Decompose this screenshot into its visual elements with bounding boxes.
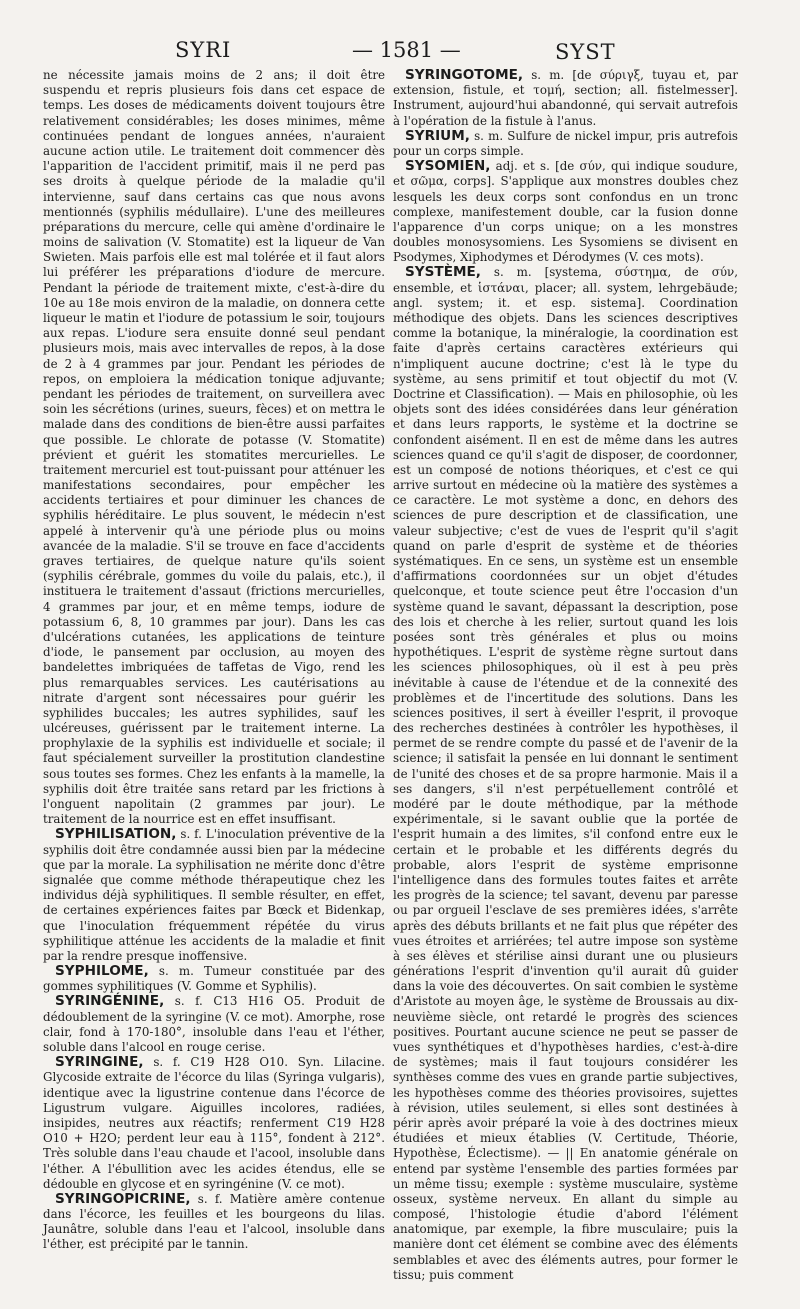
entry-syringine <box>43 1055 385 1192</box>
entry-text: s. f. L'inoculation préventive de la syphilis doit être condamnée aussi bien par la médecine que par la morale. La syphilisation ne mérite donc d'être signalée que comme méthode thérapeutique chez les individus déjà syphilitiques. Il semble résulter, en effet, de certaines expériences faites par Bœck et Bidenkap, que l'inoculation fréquemment répétée du virus syphilitique atténue les accidents de la maladie et finit par la rendre presque inoffensive. <box>43 827 385 963</box>
entry-text: s. f. C13 H16 O5. Produit de dédoublement de la syringine (V. ce mot). Amorphe, rose clair, fond à 170-180°, insoluble dans l'eau et l'éther, soluble dans l'alcool en rouge cerise. <box>43 994 385 1054</box>
entry-syringopicrine <box>43 1192 385 1253</box>
headword: SYRINGOPICRINE, <box>55 1190 191 1207</box>
left-column <box>43 68 385 1253</box>
entry-sysomien <box>393 159 738 265</box>
entry-text: s. m. [systema, σύστημα, de σύν, ensemble, et ἱστάναι, placer; all. system, lehrgebäude; angl. system; it. et esp. sistema]. Coordination méthodique des objets. Dans les sciences descriptives comme la botanique, la minéralogie, la coordination est faite d'après certains caractères extérieurs qui n'impliquent aucune doctrine; c'est là le type du système, au sens primitif et tout objectif du mot (V. Doctrine et Classification). — Mais en philosophie, où les objets sont des idées considérées dans leur génération et dans leurs rapports, le système et la doctrine se confondent aisément. Il en est de même dans les autres sciences quand ce qu'il s'agit de disposer, de coordonner, est un composé de notions théoriques, et c'est ce qui arrive surtout en médecine où la matière des systèmes a ce caractère. Le mot système a donc, en dehors des sciences de pure description et de classification, une valeur subjective; c'est de vues de l'esprit qu'il s'agit quand on parle d'esprit de système et de théories systématiques. En ce sens, un système est un ensemble d'affirmations coordonnées sur un objet d'études quelconque, et toute science peut être l'occasion d'un système quand le savant, dépassant la description, pose des lois et cherche à les relier, surtout quand les lois posées sont très générales et plus ou moins hypothétiques. L'esprit de système règne surtout dans les sciences philosophiques, où il est à peu près inévitable à cause de l'étendue et de la connexité des problèmes et de l'incertitude des solutions. Dans les sciences positives, il sert à éveiller l'esprit, il provoque des recherches destinées à contrôler les hypothèses, il permet de se rendre compte du passé et de l'avenir de la science; il satisfait la pensée en lui donnant le sentiment de l'unité des choses et de sa propre harmonie. Mais il a ses dangers, s'il n'est perpétuellement contrôlé et modéré par le doute méthodique, par la méthode expérimentale, si le savant oublie que la portée de l'esprit humain a des limites, s'il confond entre eux le certain et le probable et les différents degrés du probable, alors l'esprit de système emprisonne l'intelligence dans des formules toutes faites et arrête les progrès de la science; tel savant, devenu par paresse ou par orgueil l'esclave de ses premières idées, s'arrête après des débuts brillants et ne fait plus que répéter des vues étroites et arriérées; tel autre impose son système à ses élèves et stérilise ainsi durant une ou plusieurs générations l'esprit d'invention qu'il aurait dû guider dans la voie des découvertes. On sait combien le système d'Aristote au moyen âge, le système de Broussais au dix-neuvième siècle, ont retardé le progrès des sciences positives. Pourtant aucune science ne peut se passer de vues synthétiques et d'hypothèses hardies, c'est-à-dire de systèmes; mais il faut toujours considérer les synthèses comme des vues en grande partie subjectives, les hypothèses comme des théories provisoires, sujettes à révision, utiles seulement, si elles sont destinées à périr après avoir préparé la voie à des doctrines mieux étudiées et mieux établies (V. Certitude, Théorie, Hypothèse, Éclectisme). — || En anatomie générale on entend par système l'ensemble des parties formées par un même tissu; exemple : système musculaire, système osseux, système nerveux. En allant du simple au composé, l'histologie étudie d'abord l'élément anatomique, par exemple, la fibre musculaire; puis la manière dont cet élément se combine avec des éléments semblables et avec des éléments autres, pour former le tissu; puis comment <box>393 265 739 1282</box>
entry-text: adj. et s. [de σύν, qui indique soudure, et σῶμα, corps]. S'applique aux monstres doubles chez lesquels les deux corps sont confondus en un tronc complexe, manifestement double, car la fusion donne l'apparence d'un corps unique; on a les monstres doubles monosysomiens. Les Sysomiens se divisent en Psodymes, Xiphodymes et Dérodymes (V. ces mots). <box>393 159 738 265</box>
header-left-guideword: SYRI <box>175 38 232 62</box>
page-header <box>0 34 800 68</box>
entry-text: s. m. Tumeur constituée par des gommes syphilitiques (V. Gomme et Syphilis). <box>43 964 385 994</box>
headword: SYRIUM, <box>405 127 470 144</box>
entry-text: ne nécessite jamais moins de 2 ans; il doit être suspendu et repris plusieurs fois dans cet espace de temps. Les doses de médicaments doivent toujours être relativement considérables; les doses minimes, même continuées pendant de longues années, n'auraient aucune action utile. Le traitement doit commencer dès l'apparition de l'accident primitif, mais il ne perd pas ses droits à quelque période de la maladie qu'il intervienne, sauf dans certains cas que nous avons mentionnés (syphilis médullaire). L'une des meilleures préparations du mercure, celle qui amène d'ordinaire le moins de salivation (V. Stomatite) est la liqueur de Van Swieten. Mais parfois elle est mal tolérée et il faut alors lui préférer les préparations d'iodure de mercure. Pendant la période de traitement mixte, c'est-à-dire du 10e au 18e mois environ de la maladie, on donnera cette liqueur le matin et l'iodure de potassium le soir, toujours aux repas. L'iodure sera ensuite donné seul pendant plusieurs mois, mais avec intervalles de repos, à la dose de 2 à 4 grammes par jour. Pendant les périodes de repos, on emploiera la médication tonique adjuvante; pendant les périodes de traitement, on surveillera avec soin les sécrétions (urines, sueurs, fèces) et on mettra le malade dans des conditions de bien-être aussi parfaites que possible. Le chlorate de potasse (V. Stomatite) prévient et guérit les stomatites mercurielles. Le traitement mercuriel est tout-puissant pour atténuer les manifestations secondaires, pour empêcher les accidents tertiaires et pour diminuer les chances de syphilis héréditaire. Le plus souvent, le médecin n'est appelé à intervenir qu'à une période plus ou moins avancée de la maladie. S'il se trouve en face d'accidents graves tertiaires, de quelque nature qu'ils soient (syphilis cérébrale, gommes du voile du palais, etc.), il instituera le traitement d'assaut (frictions mercurielles, 4 grammes par jour, et en même temps, iodure de potassium 6, 8, 10 grammes par jour). Dans les cas d'ulcérations cutanées, les applications de teinture d'iode, le pansement par occlusion, au moyen des bandelettes imbriquées de taffetas de Vigo, rend les plus remarquables services. Les cautérisations au nitrate d'argent sont nécessaires pour guérir les syphilides buccales; les autres syphilides, sauf les ulcéreuses, guérissent par le traitement interne. La prophylaxie de la syphilis est individuelle et sociale; il faut spécialement surveiller la prostitution clandestine sous toutes ses formes. Chez les enfants à la mamelle, la syphilis doit être traitée sans retard par les frictions à l'onguent napolitain (2 grammes par jour). Le traitement de la nourrice est en effet insuffisant. <box>43 68 385 827</box>
headword: SYSOMIEN, <box>405 158 491 175</box>
entry-syrium <box>393 129 738 159</box>
entry-syringotome <box>393 68 738 129</box>
page-number: — 1581 — <box>352 38 461 62</box>
entry-systeme <box>393 265 738 1283</box>
right-column <box>393 68 738 1283</box>
headword: SYRINGOTOME, <box>405 67 524 83</box>
entry-syringenine <box>43 994 385 1055</box>
entry-text: s. f. C19 H28 O10. Syn. Lilacine. Glycoside extraite de l'écorce du lilas (Syringa vulgaris), identique avec la ligustrine contenue dans l'écorce de Ligustrum vulgare. Aiguilles incolores, radiées, insipides, neutres aux réactifs; renferment C19 H28 O10 + H2O; perdent leur eau à 115°, fondent à 212°. Très soluble dans l'eau chaude et l'acool, insoluble dans l'éther. A l'ébullition avec les acides étendus, elle se dédouble en glycose et en syringénine (V. ce mot). <box>43 1055 385 1191</box>
headword: SYPHILISATION, <box>55 826 177 843</box>
entry-text: s. m. Sulfure de nickel impur, pris autrefois pour un corps simple. <box>393 128 738 158</box>
headword: SYPHILOME, <box>55 963 149 980</box>
entry-syphilisation <box>43 827 385 964</box>
entry-text: s. f. Matière amère contenue dans l'écorce, les feuilles et les bourgeons du lilas. Jaunâtre, soluble dans l'eau et l'alcool, insoluble dans l'éther, est précipité par le tannin. <box>43 1191 385 1252</box>
headword: SYRINGÉNINE, <box>55 993 165 1010</box>
entry-syphilis-continued <box>43 68 385 827</box>
header-right-guideword: SYST <box>555 40 616 64</box>
headword: SYSTÈME, <box>405 264 481 281</box>
headword: SYRINGINE, <box>55 1054 144 1071</box>
entry-text: s. m. [de σύριγξ, tuyau et, par extension, fistule, et τομή, section; all. fistelmesser]. Instrument, aujourd'hui abandonné, qui servait autrefois à l'opération de la fistule à l'anus. <box>393 68 738 128</box>
entry-syphilome <box>43 964 385 994</box>
